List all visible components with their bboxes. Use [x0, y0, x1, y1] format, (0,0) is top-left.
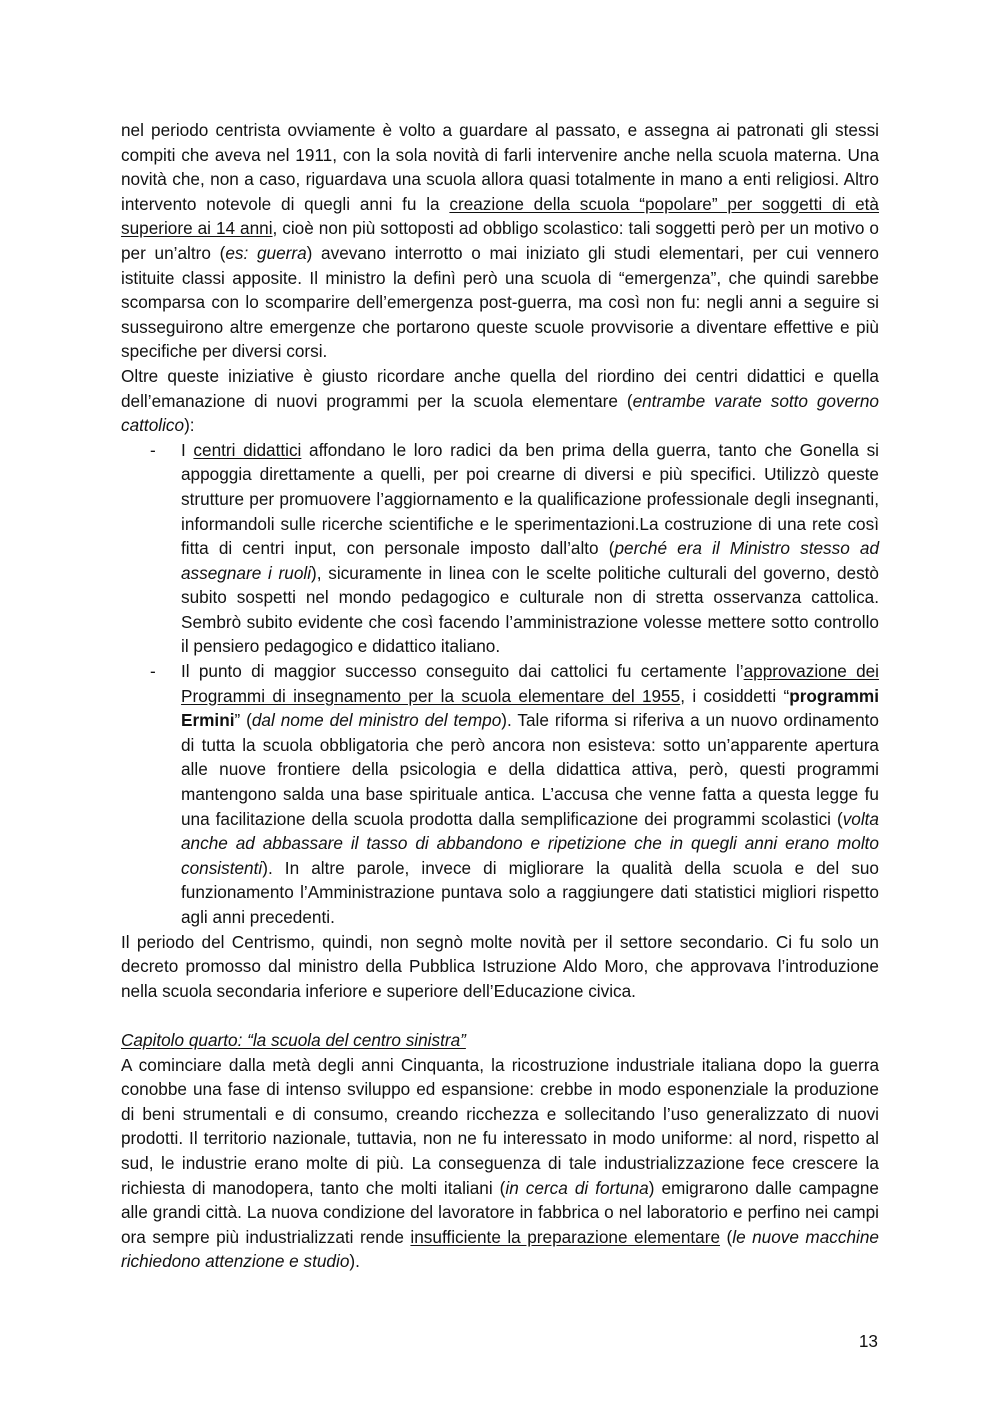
paragraph-iniziative [121, 364, 879, 438]
underlined-text: creazione della scuola “popolare” per soggetti di età superiore ai 14 anni [121, 193, 879, 239]
underlined-text: approvazione dei Programmi di insegnamento per la scuola elementare del 1955 [181, 661, 880, 706]
text: affondano le loro radici da ben prima della guerra, tanto che Gonella si appoggia direttamente a quelli, per poi crearne di diversi e più specifici. Utilizzò queste strutture per promuovere l’aggiornamento e la qualificazione professionale degli insegnanti, informandoli sulle ricerche scientifiche e le sperimentazioni.La costruzione di una rete così fitta di centri input, con personale imposto dall’alto ( [181, 439, 879, 559]
text: ) avevano interrotto o mai iniziato gli studi elementari, per cui vennero istituite classi apposite. Il ministro la definì però una scuola di “emergenza”, che quindi sarebbe scomparsa con lo scomparire dell’emergenza post-guerra, ma così non fu: negli anni a seguire si susseguirono altre emergenze che portarono queste scuole provvisorie a diventare effettive e più specifiche per diversi corsi. [121, 242, 879, 362]
text: ), sicuramente in linea con le scelte politiche culturali del governo, destò subito sospetti nel mondo pedagogico e culturale non di stretta osservanza cattolica. Sembrò subito evidente che così facendo l’amministrazione volesse mettere sotto controllo il pensiero pedagogico e didattico italiano. [181, 562, 879, 657]
text: A cominciare dalla metà degli anni Cinquanta, la ricostruzione industriale italiana dopo la guerra conobbe una fase di intenso sviluppo ed espansione: crebbe in modo esponenziale la produzione di beni strumentali e di consumo, creando ricchezza e sollecitando l’uso generalizzato di nuovi prodotti. Il territorio nazionale, tuttavia, non ne fu interessato in modo uniforme: al nord, rispetto al sud, le industrie erano molte di più. La conseguenza di tale industrializzazione fece crescere la richiesta di manodopera, tanto che molti italiani ( [121, 1054, 879, 1198]
list-dash: - [150, 661, 156, 682]
text: ). In altre parole, invece di migliorare la qualità della scuola e del suo funzionamento l’Amministrazione puntava solo a raggiungere dati statistici migliori rispetto agli anni precedenti. [181, 857, 879, 927]
text: , i cosiddetti “ [680, 685, 790, 706]
text: nel periodo centrista ovviamente è volto a guardare al passato, e assegna ai patronati gli stessi compiti che aveva nel 1911, con la sola novità di farli intervenire anche nella scuola materna. Una novità che, non a caso, riguardava una scuola allora quasi totalmente in mano a enti religiosi. Altro intervento notevole di quegli anni fu la [121, 120, 879, 214]
underlined-text: insufficiente la preparazione elementare [410, 1226, 721, 1247]
text: Oltre queste iniziative è giusto ricordare anche quella del riordino dei centri didattici e quella dell’emanazione di nuovi programmi per la scuola elementare ( [121, 365, 879, 411]
paragraph-industrializzazione [121, 1053, 879, 1274]
list-item-centri-didattici [121, 438, 879, 659]
italic-text: le nuove macchine richiedono attenzione e studio [121, 1226, 879, 1272]
italic-text: in cerca di fortuna [505, 1177, 649, 1198]
italic-text: dal nome del ministro del tempo [251, 710, 502, 731]
blank-line [121, 1003, 879, 1028]
italic-text: entrambe varate sotto governo cattolico [121, 390, 879, 436]
text: ). [349, 1251, 360, 1272]
list-item-programmi-ermini [121, 659, 879, 930]
underlined-text: centri didattici [193, 439, 302, 460]
text: ): [184, 415, 195, 436]
text: ” ( [234, 710, 252, 731]
page-number: 13 [858, 1331, 878, 1351]
bullet-list [121, 438, 879, 930]
paragraph-centrismo: Il periodo del Centrismo, quindi, non segnò molte novità per il settore secondario. Ci fu solo un decreto promosso dal ministro della Pubblica Istruzione Aldo Moro, che approvava l’introduzione nella scuola secondaria inferiore e superiore dell’Educazione civica. [121, 931, 879, 1001]
italic-text: volta anche ad abbassare il tasso di abbandono e ripetizione che in quegli anni erano molto consistenti [181, 808, 879, 878]
italic-text: es: guerra [225, 242, 307, 263]
text: Il punto di maggior successo conseguito dai cattolici fu certamente l’ [181, 661, 744, 682]
text: ) emigrarono dalle campagne alle grandi città. La nuova condizione del lavoratore in fabbrica o nel laboratorio e perfino nei campi ora sempre più industrializzati rende [121, 1177, 879, 1247]
document-page [121, 118, 879, 1274]
text: ). Tale riforma si riferiva a un nuovo ordinamento di tutta la scuola obbligatoria che però ancora non esisteva: sotto un’apparente apertura alle nuove frontiere della psicologia e della didattica attiva, però, questi programmi mantengono salda una base spirituale antica. L’accusa che venne fatta a questa legge fu una facilitazione della scuola prodotta dalla semplificazione dei programmi scolastici ( [181, 710, 879, 829]
text: ( [720, 1226, 733, 1247]
text: , cioè non più sottoposti ad obbligo scolastico: tali soggetti però per un motivo o per un’altro ( [121, 218, 879, 263]
paragraph-patronati [121, 118, 879, 364]
italic-text: perché era il Ministro stesso ad assegnare i ruoli [181, 538, 879, 583]
chapter-heading: Capitolo quarto: “la scuola del centro sinistra” [121, 1029, 466, 1050]
bold-text: programmi Ermini [181, 685, 879, 731]
text: I [181, 439, 194, 460]
list-dash: - [150, 439, 156, 460]
